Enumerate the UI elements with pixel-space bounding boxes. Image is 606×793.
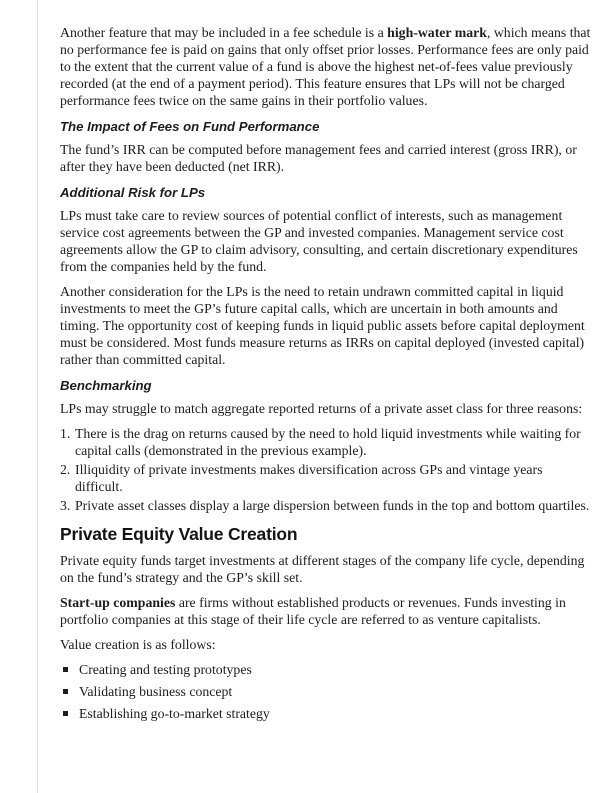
list-item-text: Creating and testing prototypes [79,662,252,677]
square-bullet-icon [63,711,68,716]
bullet-list-item [60,683,593,700]
list-item-text: There is the drag on returns caused by the need to hold liquid investments while waiting for capital calls (demonstrated in the previous example). [75,426,581,458]
paragraph-text: Another feature that may be included in a fee schedule is a [60,25,388,40]
paragraph-text: are firms without established products or revenues. Funds investing in portfolio companies at this stage of their life cycle are referred to as venture capitalists. [60,595,566,627]
subsection-heading-impact-of-fees: The Impact of Fees on Fund Performance [60,119,320,134]
paragraph-lifecycle-stages: Private equity funds target investments at different stages of the company life cycle, depending on the fund’s strategy and the GP’s skill set. [60,553,585,585]
section-heading-value-creation: Private Equity Value Creation [60,524,298,544]
list-item-text: Illiquidity of private investments makes diversification across GPs and vintage years difficult. [75,462,543,494]
bold-term-startup-companies: Start-up companies [60,595,176,610]
page-left-rule [37,0,38,793]
list-number: 1. [60,426,71,441]
paragraph-gross-net-irr: The fund’s IRR can be computed before management fees and carried interest (gross IRR), or after they have been deducted (net IRR). [60,142,577,174]
list-item-text: Validating business concept [79,684,233,699]
bullet-list-item [60,705,593,722]
bullet-list [60,661,593,722]
subsection-heading-additional-risk: Additional Risk for LPs [60,185,206,200]
list-item-text: Private asset classes display a large dispersion between funds in the top and bottom quartiles. [75,498,590,513]
bullet-list-item [60,661,593,678]
numbered-list [60,425,593,514]
paragraph-conflict-of-interests: LPs must take care to review sources of potential conflict of interests, such as management service cost agreements between the GP and invested companies. Management service cost agreements allow the GP to claim advisory, consulting, and certain discretionary expenditures from the companies held by the fund. [60,208,578,274]
numbered-list-item [60,461,593,495]
numbered-list-item [60,497,593,514]
list-item-text: Establishing go-to-market strategy [79,706,270,721]
numbered-list-item [60,425,593,459]
paragraph-undrawn-capital: Another consideration for the LPs is the need to retain undrawn committed capital in liquid investments to meet the GP’s future capital calls, which are uncertain in both amounts and timing. The opportunity cost of keeping funds in liquid public assets before capital deployment must be considered. Most funds measure returns as IRRs on capital deployed (invested capital) rather than committed capital. [60,284,585,367]
bold-term-high-water-mark: high-water mark [387,25,487,40]
paragraph-benchmark-intro: LPs may struggle to match aggregate reported returns of a private asset class for three reasons: [60,401,583,416]
paragraph-startup-companies [60,594,593,628]
subsection-heading-benchmarking: Benchmarking [60,378,152,393]
paragraph-value-creation-intro: Value creation is as follows: [60,637,216,652]
paragraph-text: , which means that no performance fee is paid on gains that only offset prior losses. Performance fees are only paid to the extent that the current value of a fund is above the highest net-of-fees value previously recorded (at the end of a payment period). This feature ensures that LPs will not be charged performance fees twice on the same gains in their portfolio values. [60,25,591,108]
list-number: 3. [60,498,71,513]
paragraph-high-water-mark [60,24,593,109]
square-bullet-icon [63,689,68,694]
square-bullet-icon [63,667,68,672]
document-content [60,24,593,727]
list-number: 2. [60,462,71,477]
